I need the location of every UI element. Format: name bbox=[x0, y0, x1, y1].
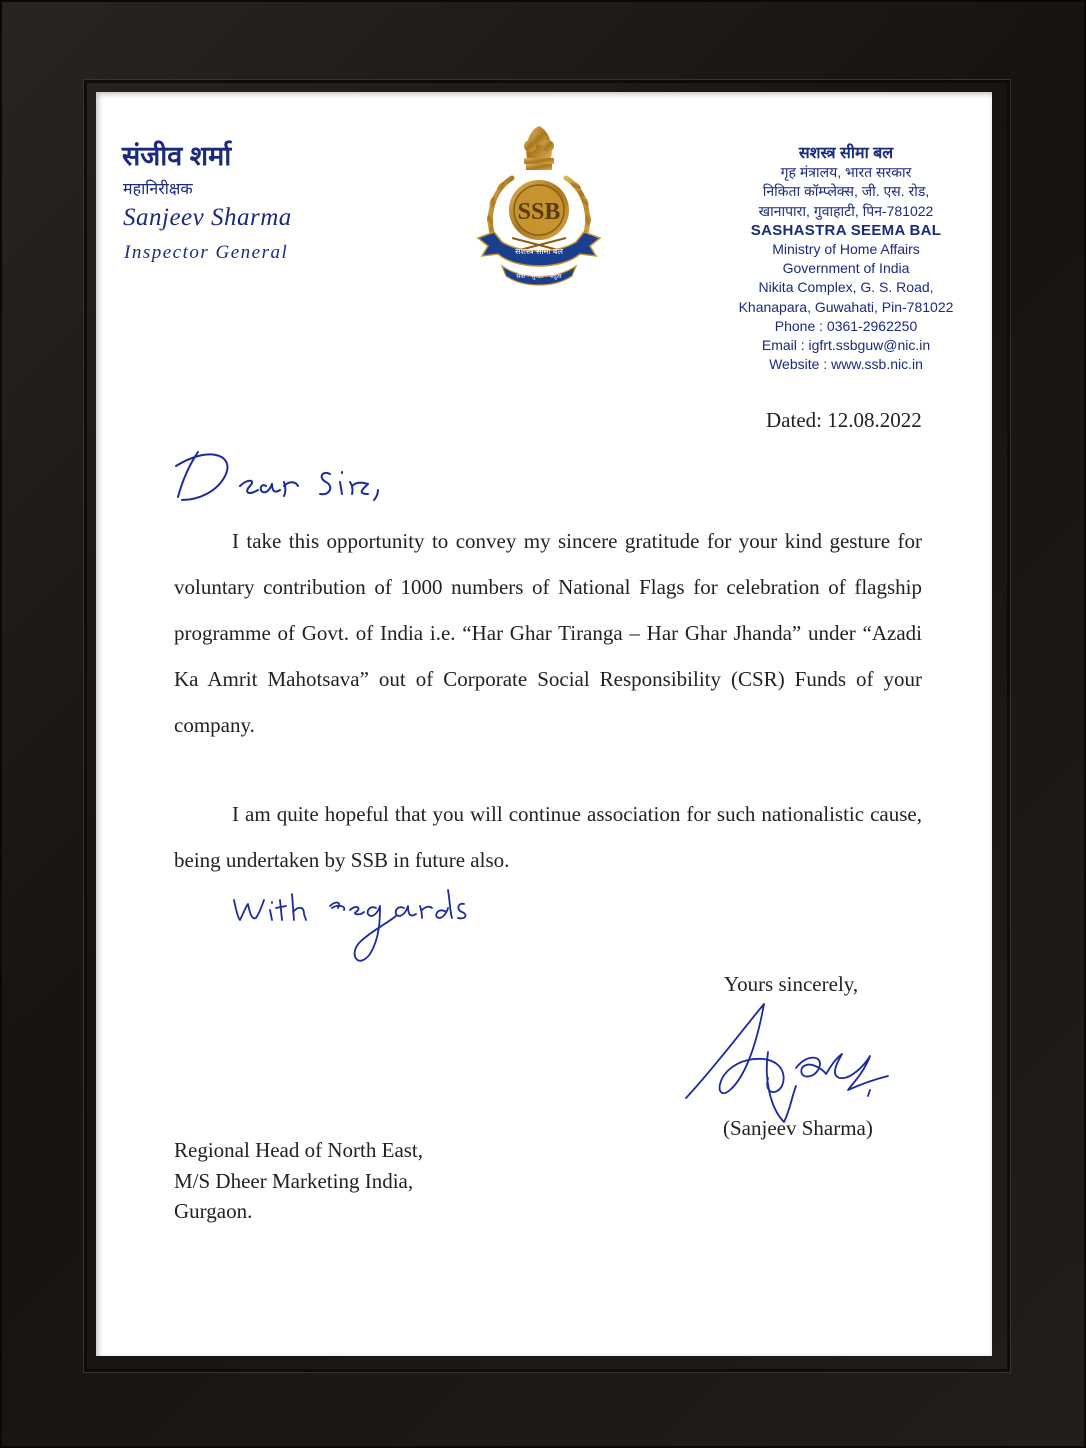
website: Website : www.ssb.nic.in bbox=[769, 356, 923, 373]
org-name-english: SASHASTRA SEEMA BAL bbox=[750, 221, 942, 239]
salutation-text: Dear Sir, bbox=[168, 442, 172, 443]
sender-name-hindi: संजीव शर्मा bbox=[122, 141, 232, 171]
recipient-line-2: M/S Dheer Marketing India, bbox=[174, 1168, 414, 1193]
ministry-hindi: गृह मंत्रालय, भारत सरकार bbox=[780, 164, 912, 181]
ssb-emblem-icon bbox=[472, 120, 606, 290]
sender-title-hindi: महानिरीक्षक bbox=[123, 181, 193, 198]
body-paragraph-1: I take this opportunity to convey my sincere gratitude for your kind gesture for voluntary contribution of 1000 numbers of National Flags for celebration of flagship programme of Govt. of India i.e. “Har Ghar Tiranga – Har Ghar Jhanda” under “Azadi Ka Amrit Mahotsava” out of Corporate Social Responsibility (CSR) Funds of your company. bbox=[174, 529, 922, 737]
org-name-hindi: सशस्त्र सीमा बल bbox=[798, 145, 894, 162]
complex-hindi: निकिता कॉम्प्लेक्स, जी. एस. रोड, bbox=[762, 183, 930, 200]
regards-text: With regards bbox=[230, 888, 236, 889]
recipient-line-1: Regional Head of North East, bbox=[174, 1138, 424, 1162]
salutation-handwriting bbox=[168, 442, 408, 512]
city-hindi: खानापारा, गुवाहाटी, पिन-781022 bbox=[758, 202, 934, 219]
emblem-motto: सेवा - सुरक्षा - बंधुत्व bbox=[516, 273, 562, 280]
address-block bbox=[716, 144, 976, 374]
complex-english: Nikita Complex, G. S. Road, bbox=[758, 279, 934, 296]
sender-name-english: Sanjeev Sharma bbox=[123, 204, 292, 231]
closing: Yours sincerely, bbox=[724, 972, 859, 996]
phone: Phone : 0361-2962250 bbox=[774, 317, 918, 334]
recipient-line-3: Gurgaon. bbox=[174, 1199, 253, 1223]
letter-page bbox=[96, 92, 992, 1356]
regards-handwriting bbox=[230, 888, 470, 974]
letter-date: Dated: 12.08.2022 bbox=[766, 408, 922, 432]
ministry-english: Ministry of Home Affairs bbox=[772, 241, 920, 258]
city-english: Khanapara, Guwahati, Pin-781022 bbox=[738, 298, 954, 315]
recipient-address bbox=[174, 1135, 423, 1227]
email: Email : igfrt.ssbguw@nic.in bbox=[761, 337, 931, 354]
sender-title-english: Inspector General bbox=[124, 242, 289, 263]
emblem-text: SSB bbox=[517, 199, 561, 225]
emblem-banner-text: सशस्त्र सीमा बल bbox=[515, 247, 563, 256]
signatory-name: (Sanjeev Sharma) bbox=[723, 1116, 873, 1140]
body-paragraph-2: I am quite hopeful that you will continue association for such nationalistic cause, being undertaken by SSB in future also. bbox=[174, 802, 922, 872]
govt-english: Government of India bbox=[782, 260, 910, 277]
